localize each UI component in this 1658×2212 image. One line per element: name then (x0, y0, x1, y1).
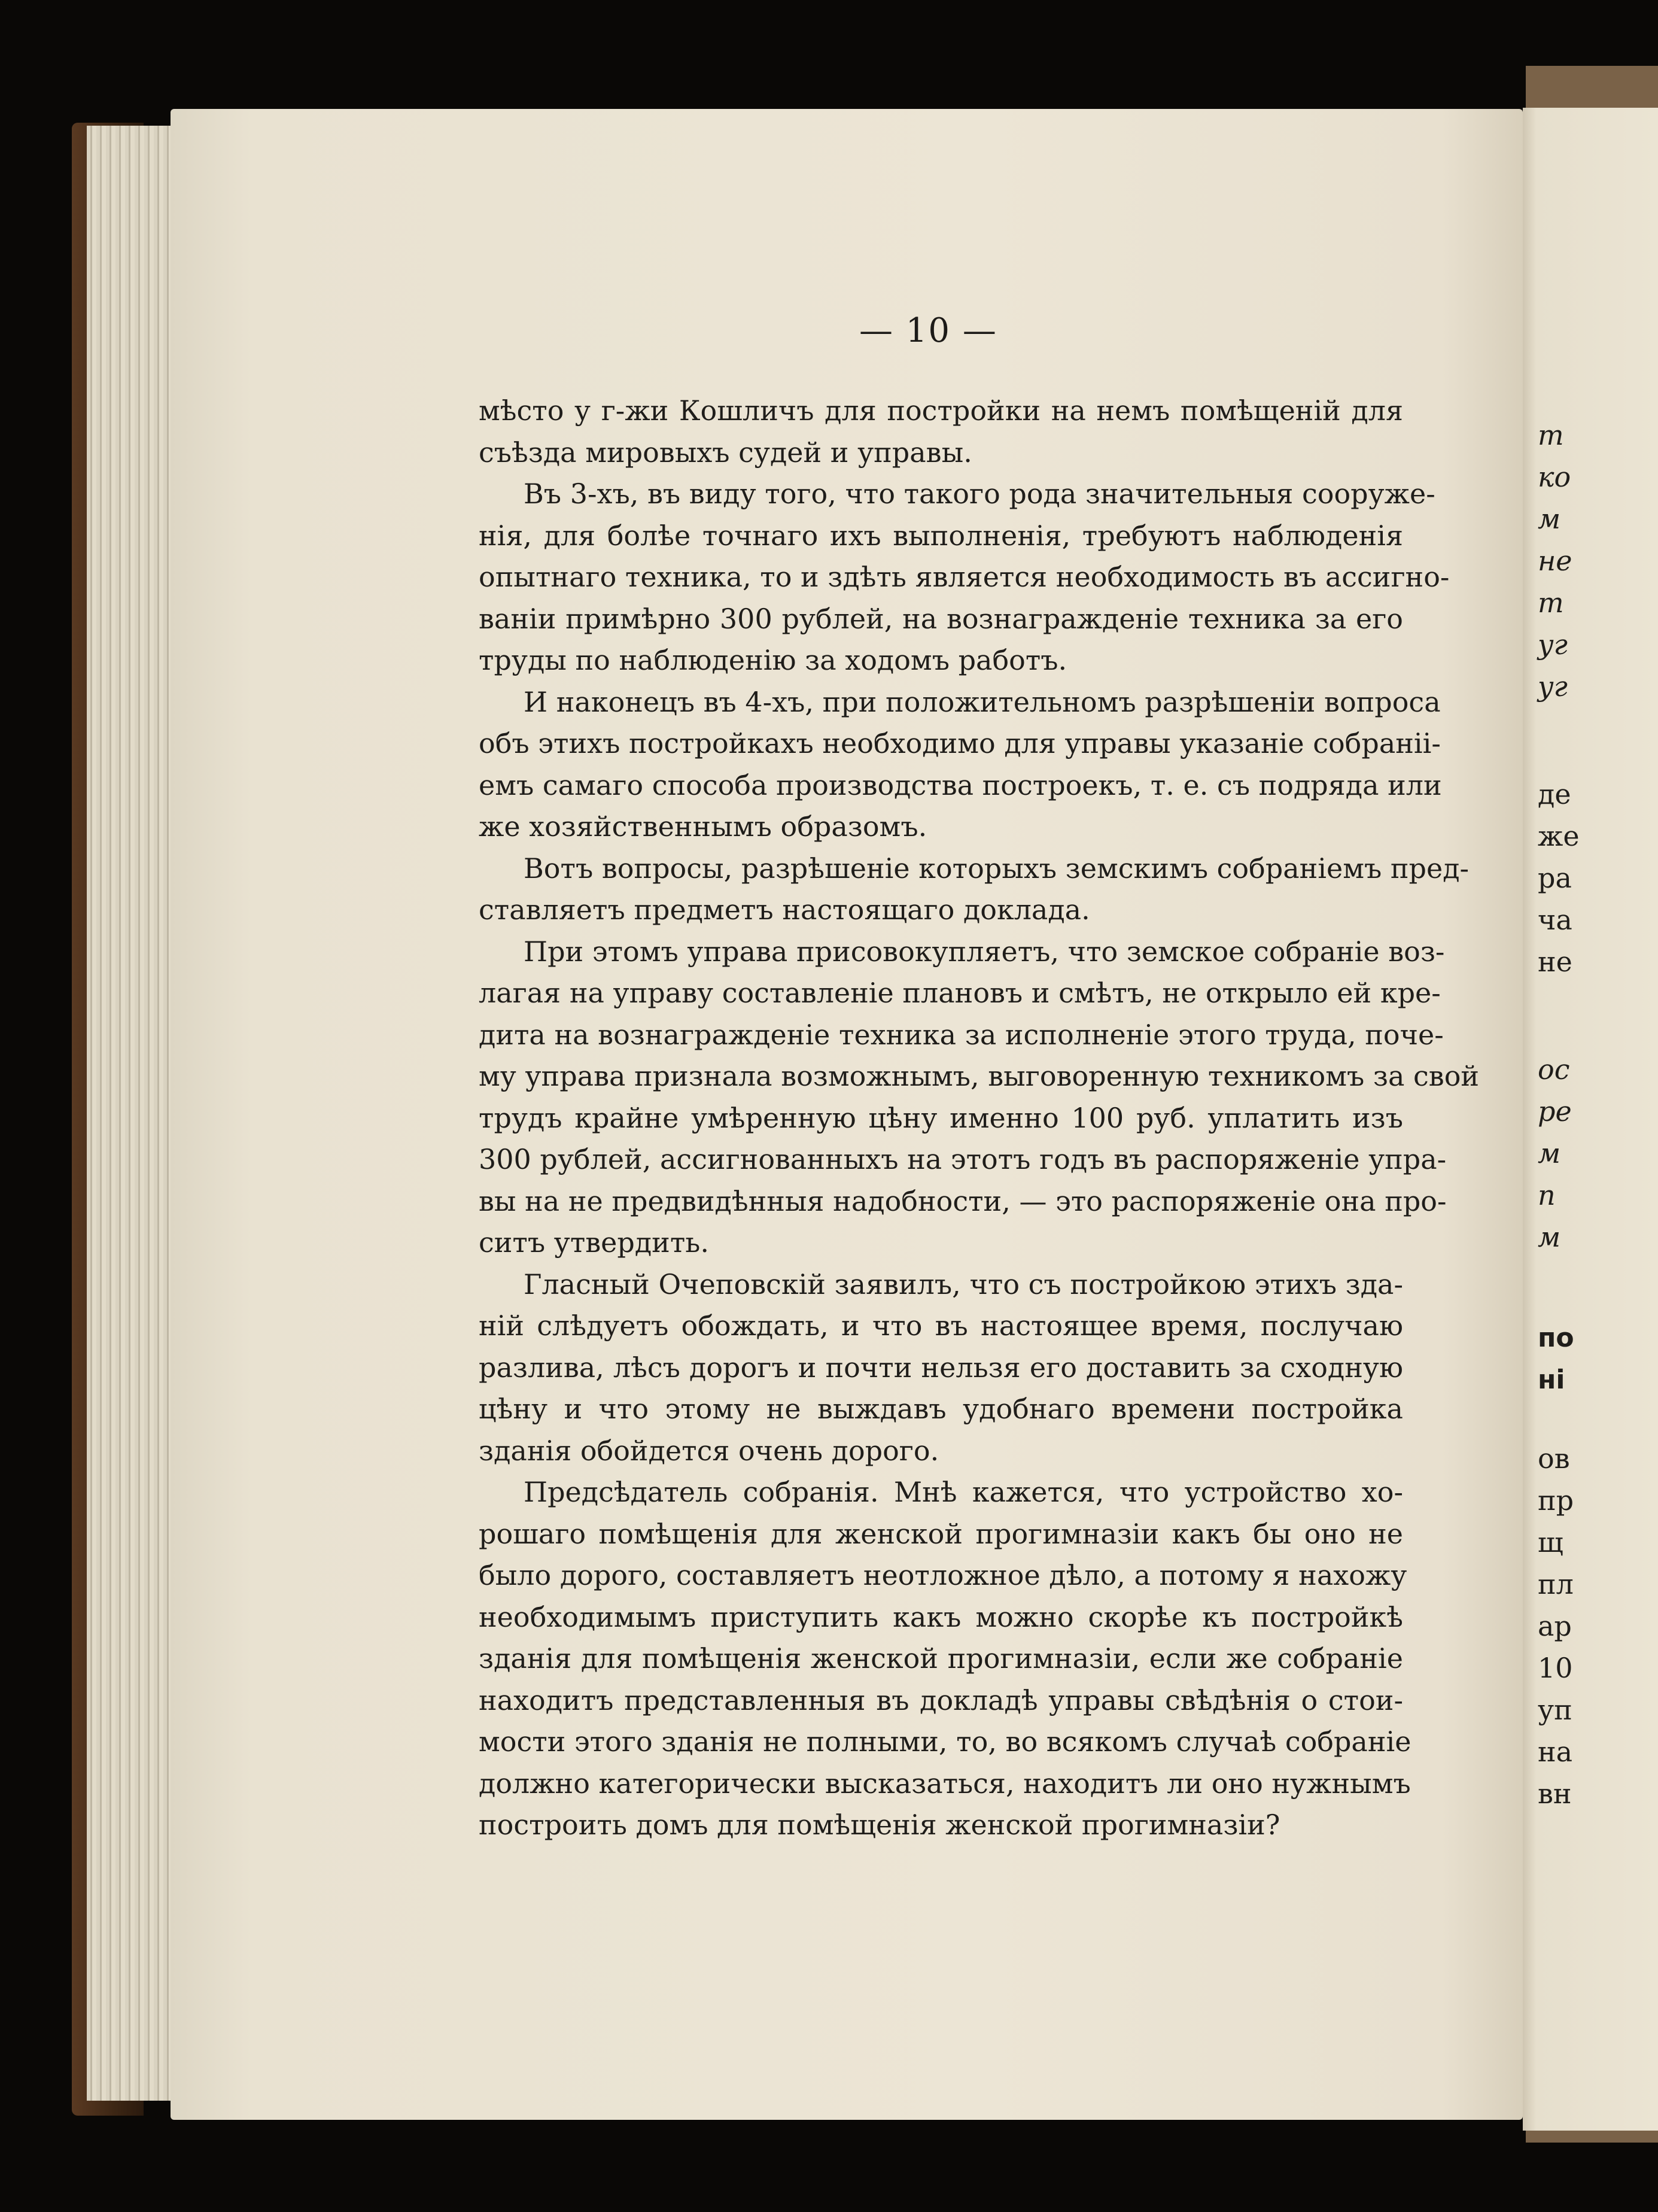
text-line: находитъ представленныя въ докладѣ управы свѣдѣнія о стои- (479, 1684, 1403, 1716)
text-line: му управа признала возможнымъ, выговоренную техникомъ за свой (479, 1060, 1480, 1092)
facing-page-fragment: уп (1538, 1694, 1572, 1726)
facing-page-fragment: м (1538, 1137, 1561, 1169)
facing-page-fragment: вн (1538, 1778, 1572, 1810)
text-line: должно категорически высказаться, находитъ ли оно нужнымъ (479, 1767, 1411, 1800)
text-line: При этомъ управа присовокупляетъ, что земское собраніе воз- (524, 935, 1445, 968)
text-line: Гласный Очеповскій заявилъ, что съ постройкою этихъ зда- (524, 1268, 1403, 1301)
text-line: ній слѣдуетъ обождать, и что въ настоящее время, послучаю (479, 1309, 1403, 1342)
facing-page-fragment: на (1538, 1736, 1573, 1768)
facing-page-fragment: не (1538, 946, 1572, 978)
text-line: Въ 3-хъ, въ виду того, что такого рода значительныя сооруже- (524, 478, 1435, 510)
text-line: же хозяйственнымъ образомъ. (479, 810, 927, 843)
facing-page-fragment: м (1538, 503, 1561, 535)
facing-page-fragment: пл (1538, 1568, 1574, 1600)
text-line: съѣзда мировыхъ судей и управы. (479, 436, 972, 469)
text-line: мѣсто у г-жи Кошличъ для постройки на немъ помѣщеній для (479, 394, 1403, 427)
text-line: нія, для болѣе точнаго ихъ выполненія, требуютъ наблюденія (479, 519, 1403, 552)
facing-page-fragment: уг (1538, 628, 1568, 661)
facing-page-fragment: ча (1538, 904, 1572, 936)
text-line: Предсѣдатель собранія. Мнѣ кажется, что устройство хо- (524, 1476, 1403, 1508)
text-line: зданія для помѣщенія женской прогимназіи, если же собраніе (479, 1642, 1403, 1675)
text-line: 300 рублей, ассигнованныхъ на этотъ годъ въ распоряженіе упра- (479, 1143, 1447, 1175)
facing-page-fragment: же (1538, 820, 1580, 852)
facing-page-fragment: ні (1538, 1365, 1565, 1395)
text-line: ваніи примѣрно 300 рублей, на вознагражденіе техника за его (479, 602, 1403, 635)
text-line: вы на не предвидѣнныя надобности, — это распоряженіе она про- (479, 1184, 1447, 1217)
text-line: мости этого зданія не полными, то, во всякомъ случаѣ собраніе (479, 1725, 1411, 1758)
facing-page-fragment: ов (1538, 1442, 1570, 1475)
facing-page-fragment: м (1538, 1221, 1561, 1253)
text-line: объ этихъ постройкахъ необходимо для управы указаніе собраніі- (479, 727, 1441, 759)
text-line: разлива, лѣсъ дорогъ и почти нельзя его доставить за сходную (479, 1351, 1403, 1384)
text-line: Вотъ вопросы, разрѣшеніе которыхъ земскимъ собраніемъ пред- (524, 852, 1470, 885)
text-line: ситъ утвердить. (479, 1226, 709, 1259)
facing-page-fragment: т (1538, 587, 1564, 619)
text-line: И наконецъ въ 4-хъ, при положительномъ разрѣшеніи вопроса (524, 685, 1441, 718)
facing-page-fragment: не (1538, 545, 1572, 577)
text-line: было дорого, составляетъ неотложное дѣло, а потому я нахожу (479, 1559, 1407, 1591)
facing-page-fragment: щ (1538, 1526, 1563, 1558)
text-line: опытнаго техника, то и здѣть является необходимость въ ассигно- (479, 561, 1450, 593)
facing-page-fragment: пр (1538, 1484, 1574, 1517)
facing-page-fragment: 10 (1538, 1652, 1573, 1684)
facing-page-fragment: ос (1538, 1053, 1570, 1086)
page-text (479, 390, 1480, 1846)
facing-page-fragment: ко (1538, 461, 1571, 493)
text-line: лагая на управу составленіе плановъ и смѣтъ, не открыло ей кре- (479, 977, 1441, 1009)
facing-page-fragment: ра (1538, 862, 1572, 894)
text-line: дита на вознагражденіе техника за исполненіе этого труда, поче- (479, 1018, 1444, 1051)
facing-page-fragment: п (1538, 1179, 1556, 1211)
page-number: — 10 — (859, 311, 997, 350)
facing-page-fragment: ре (1538, 1095, 1572, 1128)
text-line: необходимымъ приступить какъ можно скорѣе къ постройкѣ (479, 1600, 1403, 1633)
text-line: зданія обойдется очень дорого. (479, 1434, 939, 1467)
facing-page-fragment: уг (1538, 670, 1568, 703)
facing-page-fragment: по (1538, 1323, 1574, 1353)
facing-page-fragment: де (1538, 778, 1571, 810)
text-line: построить домъ для помѣщенія женской прогимназіи? (479, 1809, 1280, 1841)
text-line: трудъ крайне умѣренную цѣну именно 100 руб. уплатить изъ (479, 1101, 1403, 1134)
facing-page-fragment: т (1538, 419, 1564, 451)
text-line: труды по наблюденію за ходомъ работъ. (479, 644, 1067, 676)
text-line: ставляетъ предметъ настоящаго доклада. (479, 894, 1090, 926)
page-edges (87, 126, 182, 2101)
text-line: цѣну и что этому не выждавъ удобнаго времени постройка (479, 1393, 1403, 1425)
text-line: рошаго помѣщенія для женской прогимназіи какъ бы оно не (479, 1517, 1403, 1550)
text-line: емъ самаго способа производства построекъ, т. е. съ подряда или (479, 768, 1442, 801)
facing-page-fragment: ар (1538, 1610, 1572, 1642)
